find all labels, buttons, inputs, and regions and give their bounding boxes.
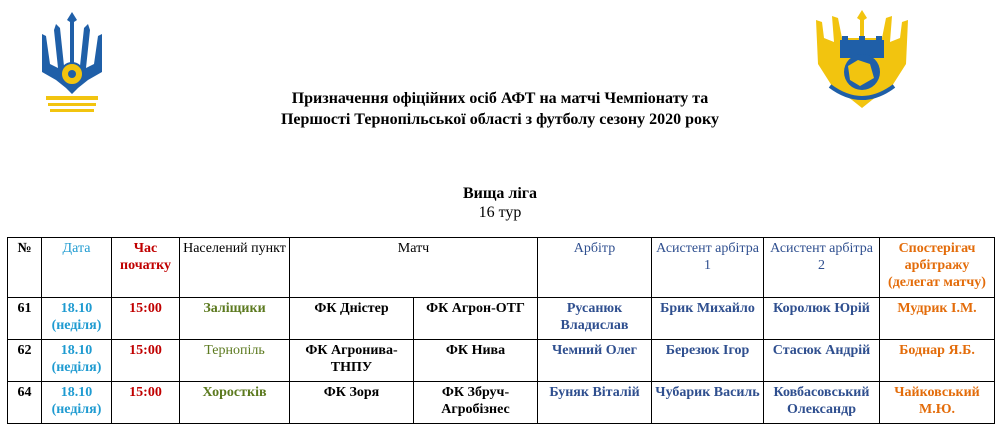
cell-assistant-1: Березюк Ігор: [652, 340, 764, 382]
appointments-table: [7, 237, 995, 424]
cell-home-team: ФК Агронива-ТНПУ: [290, 340, 414, 382]
cell-date: [42, 382, 112, 424]
cell-referee: Буняк Віталій: [538, 382, 652, 424]
day-value: (неділя): [51, 318, 102, 333]
table-row: [8, 298, 995, 340]
day-value: (неділя): [51, 360, 102, 375]
cell-assistant-2: Королюк Юрій: [764, 298, 880, 340]
title-line-1: Призначення офіційних осіб АФТ на матчі Чемпіонату та: [291, 90, 709, 107]
cell-time: 15:00: [112, 382, 180, 424]
document-title: [0, 88, 1000, 130]
cell-num: 61: [8, 298, 42, 340]
title-line-2: Першості Тернопільської області з футболу сезону 2020 року: [280, 111, 720, 128]
cell-away-team: ФК Нива: [414, 340, 538, 382]
header-referee: Арбітр: [538, 238, 652, 298]
header-time: Час початку: [112, 238, 180, 298]
header-observer: Спостерігач арбітражу (делегат матчу): [880, 238, 995, 298]
cell-observer: Мудрик І.М.: [880, 298, 995, 340]
cell-place: Тернопіль: [180, 340, 290, 382]
round-label: 16 тур: [478, 204, 522, 221]
header-assistant-1: Асистент арбітра 1: [652, 238, 764, 298]
day-value: (неділя): [51, 402, 102, 417]
table-row: [8, 382, 995, 424]
header-assistant-2: Асистент арбітра 2: [764, 238, 880, 298]
cell-referee: Чемний Олег: [538, 340, 652, 382]
league-heading: [0, 184, 1000, 222]
cell-assistant-1: Брик Михайло: [652, 298, 764, 340]
cell-num: 64: [8, 382, 42, 424]
header-place: Населений пункт: [180, 238, 290, 298]
cell-observer: Боднар Я.Б.: [880, 340, 995, 382]
cell-observer: Чайковський М.Ю.: [880, 382, 995, 424]
cell-time: 15:00: [112, 298, 180, 340]
cell-away-team: ФК Агрон-ОТГ: [414, 298, 538, 340]
league-name: Вища ліга: [462, 185, 538, 202]
table-row: [8, 340, 995, 382]
cell-home-team: ФК Дністер: [290, 298, 414, 340]
cell-assistant-1: Чубарик Василь: [652, 382, 764, 424]
header-num: №: [8, 238, 42, 298]
cell-place: Хоростків: [180, 382, 290, 424]
cell-time: 15:00: [112, 340, 180, 382]
cell-date: [42, 340, 112, 382]
table-header-row: [8, 238, 995, 298]
cell-away-team: ФК Збруч-Агробізнес: [414, 382, 538, 424]
header-date: Дата: [42, 238, 112, 298]
date-value: 18.10: [60, 301, 93, 316]
cell-date: [42, 298, 112, 340]
cell-home-team: ФК Зоря: [290, 382, 414, 424]
date-value: 18.10: [60, 343, 93, 358]
cell-place: Заліщики: [180, 298, 290, 340]
cell-assistant-2: Ковбасовський Олександр: [764, 382, 880, 424]
cell-assistant-2: Стасюк Андрій: [764, 340, 880, 382]
cell-referee: Русанюк Владислав: [538, 298, 652, 340]
header-match: Матч: [290, 238, 538, 298]
cell-num: 62: [8, 340, 42, 382]
date-value: 18.10: [60, 385, 93, 400]
